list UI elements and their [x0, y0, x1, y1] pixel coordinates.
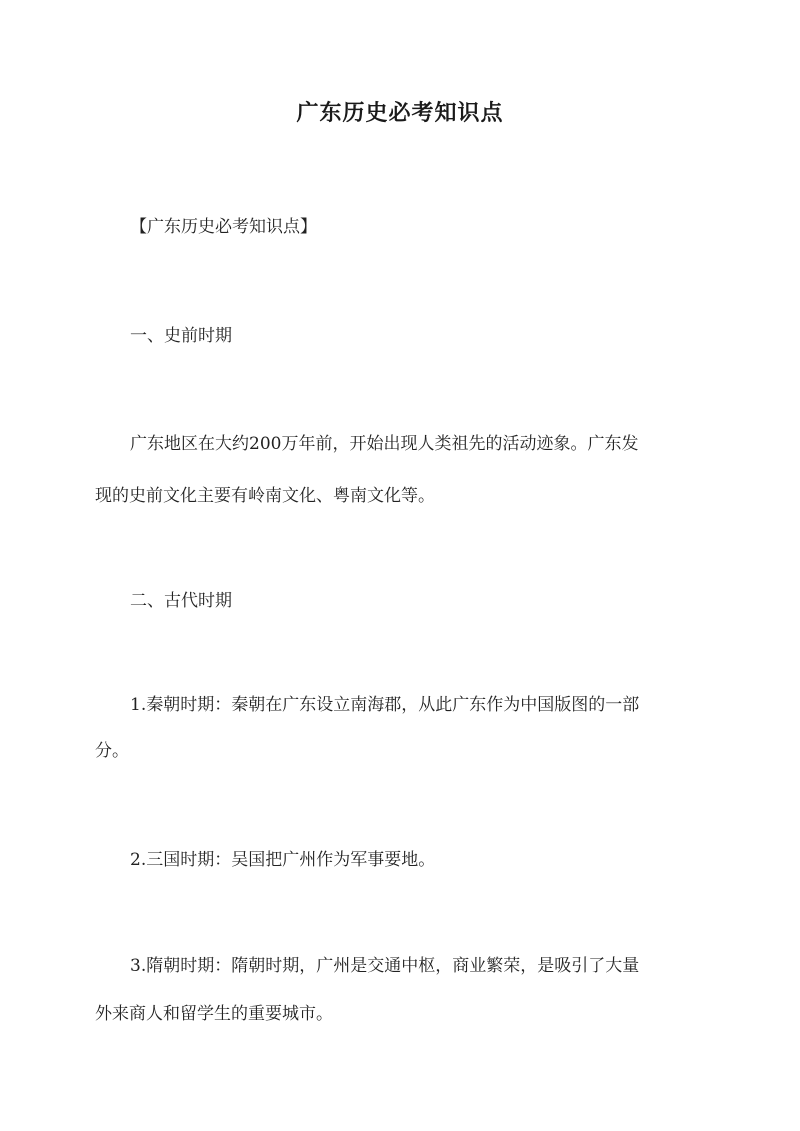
paragraph-line: 现的史前文化主要有岭南文化、粤南文化等。 [95, 486, 435, 506]
paragraph-line: 广东地区在大约200万年前，开始出现人类祖先的活动迹象。广东发 [130, 434, 639, 454]
paragraph-line: 1.秦朝时期：秦朝在广东设立南海郡，从此广东作为中国版图的一部 [130, 695, 640, 715]
document-subtitle: 【广东历史必考知识点】 [130, 217, 317, 237]
paragraph-line: 分。 [95, 741, 129, 761]
section-heading-prehistoric: 一、史前时期 [130, 326, 232, 346]
paragraph-line: 外来商人和留学生的重要城市。 [95, 1004, 333, 1024]
document-title: 广东历史必考知识点 [296, 100, 504, 126]
paragraph-line: 2.三国时期：吴国把广州作为军事要地。 [130, 850, 436, 870]
section-heading-ancient: 二、古代时期 [130, 591, 232, 611]
paragraph-line: 3.隋朝时期：隋朝时期，广州是交通中枢，商业繁荣，是吸引了大量 [130, 956, 640, 976]
